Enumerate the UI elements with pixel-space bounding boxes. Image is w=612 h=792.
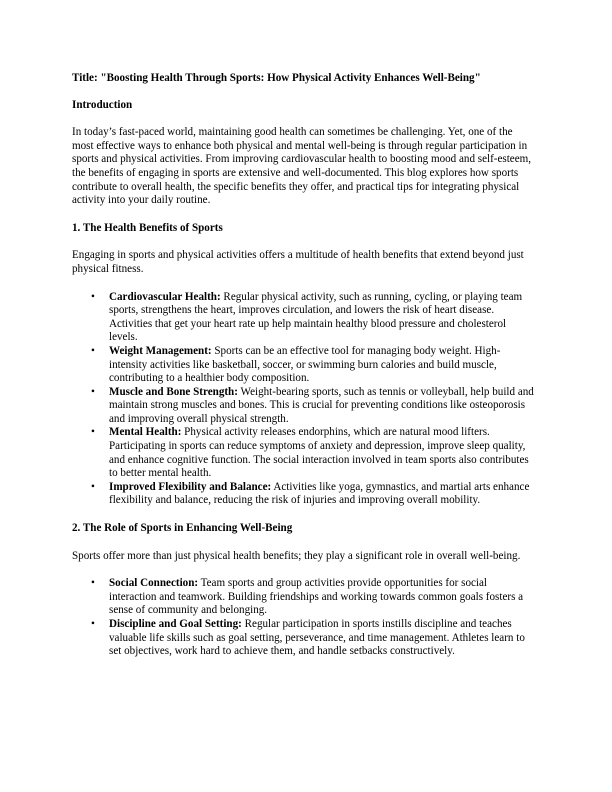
section-2-heading: 2. The Role of Sports in Enhancing Well-Being [72, 522, 293, 535]
section-2-list [72, 577, 534, 659]
list-item [109, 386, 534, 427]
list-item-text: Team sports and group activities provide opportunities for social interaction and teamwork. Building friendships and working towards common goals fosters a sense of community and belonging. [109, 577, 524, 617]
list-item-text: Regular participation in sports instills discipline and teaches valuable life skills such as goal setting, perseverance, and time management. Athletes learn to set objectives, work hard to achieve them, and handle setbacks constructively. [109, 618, 525, 658]
list-item [109, 426, 534, 480]
list-item-term: Discipline and Goal Setting: [109, 618, 242, 630]
list-item-term: Mental Health: [109, 426, 182, 439]
list-item-term: Improved Flexibility and Balance: [109, 480, 272, 493]
list-item [109, 577, 534, 618]
list-item-text: Activities like yoga, gymnastics, and martial arts enhance flexibility and balance, reducing the risk of injuries and improving overall mobility. [109, 480, 530, 507]
list-item-term: Cardiovascular Health: [109, 290, 221, 303]
section-1-list [72, 291, 534, 509]
list-item [109, 345, 534, 386]
list-item-term: Social Connection: [109, 577, 199, 590]
list-item-text: Regular physical activity, such as running, cycling, or playing team sports, strengthens the heart, improves circulation, and lowers the risk of heart disease. Activities that get your heart rate up help maintain healthy blood pressure and cholesterol levels. [109, 290, 523, 344]
section-1-heading: 1. The Health Benefits of Sports [72, 221, 223, 234]
introduction-heading: Introduction [72, 98, 133, 111]
list-item-term: Weight Management: [109, 344, 212, 357]
list-item [109, 618, 534, 659]
introduction-paragraph: In today’s fast-paced world, maintaining good health can sometimes be challenging. Yet, one of the most effective ways to enhance both physical and mental well-being is through regular participation in sports and physical activities. From improving cardiovascular health to boosting mood and self-esteem, the benefits of engaging in sports are extensive and well-documented. This blog explores how sports contribute to overall health, the specific benefits they offer, and practical tips for integrating physical activity into your daily routine. [72, 126, 532, 207]
list-item [109, 291, 534, 345]
list-item-text: Sports can be an effective tool for managing body weight. High-intensity activities like basketball, soccer, or swimming burn calories and build muscle, contributing to a healthier body composition. [109, 344, 501, 385]
section-2-intro: Sports offer more than just physical health benefits; they play a significant role in overall well-being. [72, 549, 521, 562]
list-item [109, 481, 534, 508]
list-item-text: Weight-bearing sports, such as tennis or volleyball, help build and maintain strong muscles and bones. This is crucial for preventing conditions like osteoporosis and improving overall physical strength. [109, 385, 534, 425]
document-page [72, 72, 534, 673]
list-item-term: Muscle and Bone Strength: [109, 385, 238, 398]
document-title: Title: "Boosting Health Through Sports: How Physical Activity Enhances Well-Being" [72, 72, 481, 84]
section-1-intro: Engaging in sports and physical activities offers a multitude of health benefits that extend beyond just physical fitness. [72, 249, 524, 275]
list-item-text: Physical activity releases endorphins, which are natural mood lifters. Participating in sports can reduce symptoms of anxiety and depression, improve sleep quality, and enhance cognitive function. The social interaction involved in team sports also contributes to better mental health. [109, 426, 529, 480]
